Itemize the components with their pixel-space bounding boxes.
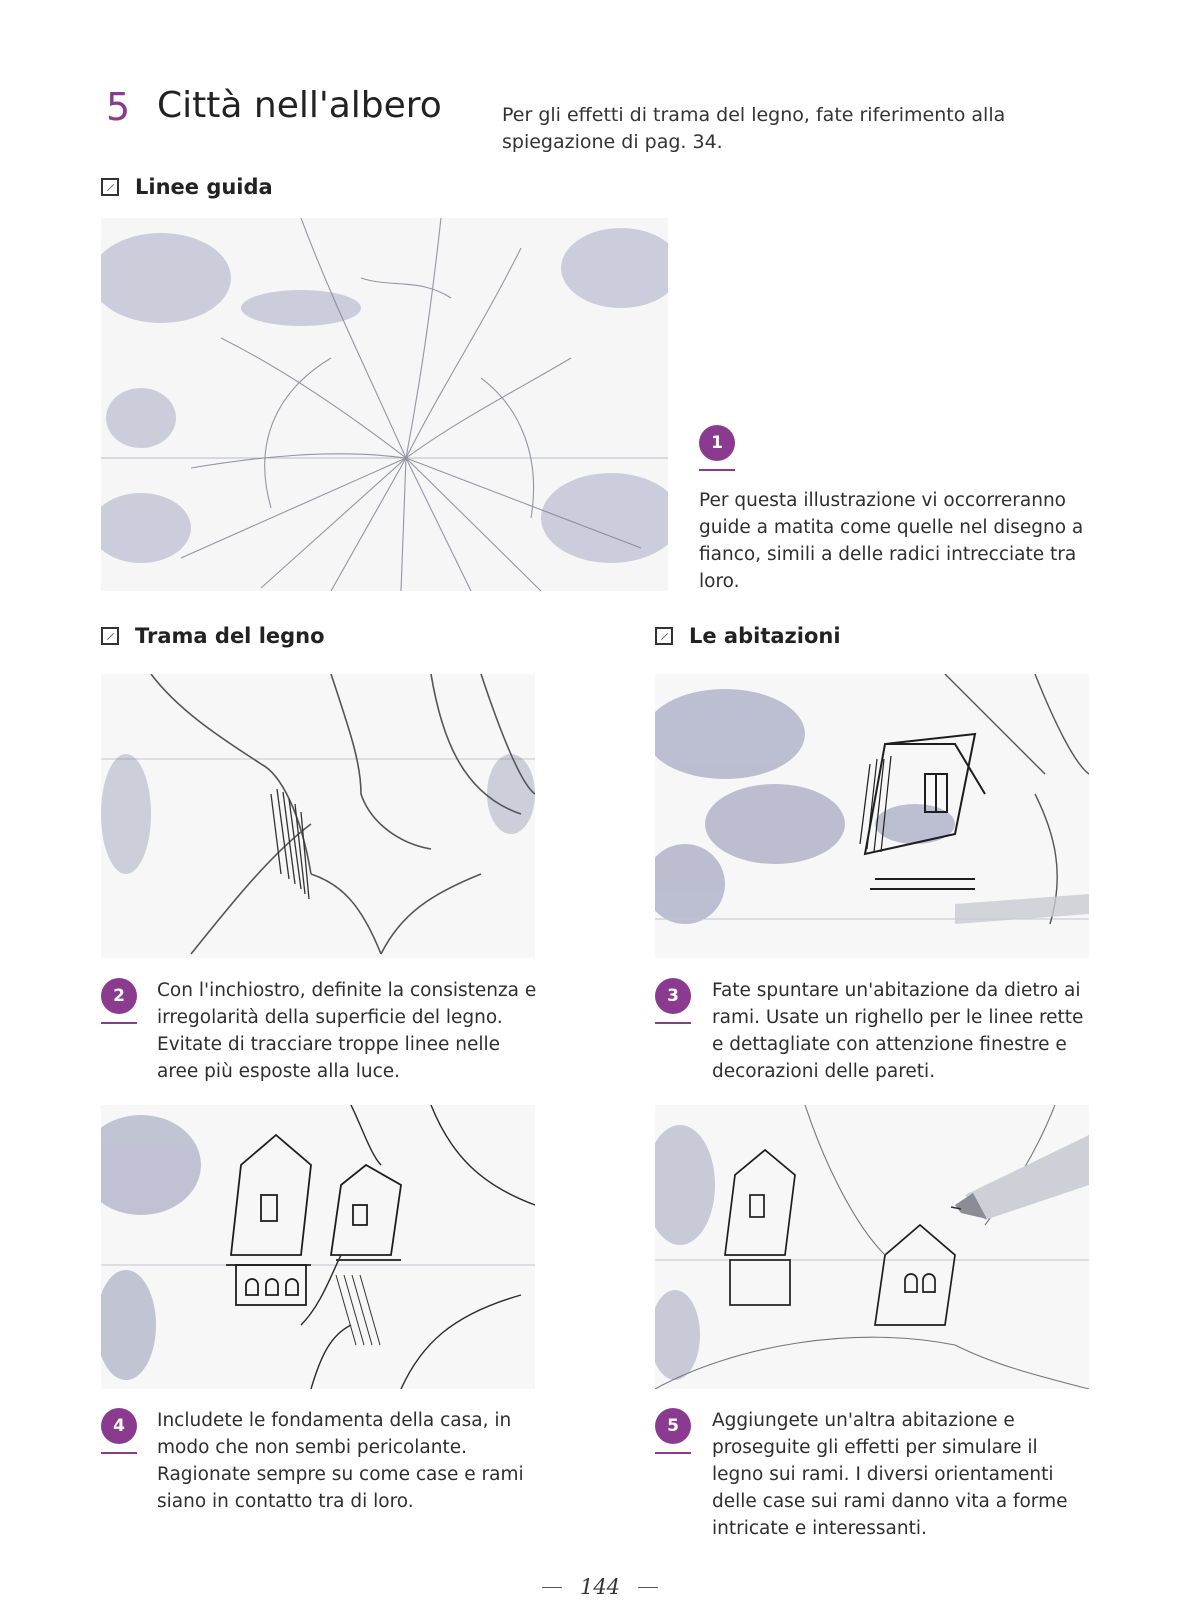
step-3-text: Fate spuntare un'abitazione da dietro ai rami. Usate un righello per le linee rette e dettagliate con attenzione finestre e decorazioni delle pareti. (712, 980, 1084, 1082)
chapter-number: 5 (106, 85, 131, 129)
step-1-text: Per questa illustrazione vi occorreranno guide a matita come quelle nel disegno a fianco, simili a delle radici intrecciate tra loro. (699, 490, 1084, 592)
checkbox-square-icon (655, 627, 673, 645)
step-underline (699, 469, 735, 471)
second-house-illustration (655, 1105, 1089, 1389)
step-underline (101, 1022, 137, 1024)
page-footer (0, 1575, 1200, 1599)
step-2-text: Con l'inchiostro, definite la consistenza e irregolarità della superficie del legno. Evitate di tracciare troppe linee nelle aree più esposte alla luce. (157, 980, 537, 1082)
step-number-badge: 1 (699, 425, 735, 461)
checkbox-square-icon (101, 627, 119, 645)
house-foundations-illustration (101, 1105, 535, 1389)
pencil-guidelines-illustration (101, 218, 668, 591)
step-number-badge: 5 (655, 1408, 691, 1444)
step-number-badge: 3 (655, 978, 691, 1014)
photo-step-3-house (655, 674, 1089, 958)
wood-texture-illustration (101, 674, 535, 958)
section-heading-label: Trama del legno (135, 624, 325, 648)
step-underline (101, 1452, 137, 1454)
checkbox-square-icon (101, 178, 119, 196)
section-heading-guidelines (101, 175, 273, 199)
chapter-title: Città nell'albero (157, 85, 442, 126)
house-illustration (655, 674, 1089, 958)
section-heading-label: Le abitazioni (689, 624, 841, 648)
section-heading-houses (655, 624, 841, 648)
intro-text: Per gli effetti di trama del legno, fate riferimento alla spiegazione di pag. 34. (502, 104, 1006, 153)
photo-step-2-wood-texture (101, 674, 535, 958)
step-underline (655, 1452, 691, 1454)
section-heading-wood-texture (101, 624, 325, 648)
folio-dash-right (638, 1587, 658, 1588)
step-number-badge: 4 (101, 1408, 137, 1444)
photo-step-4-foundations (101, 1105, 535, 1389)
photo-step-1-guidelines (101, 218, 668, 591)
folio-dash-left (542, 1587, 562, 1588)
photo-step-5-second-house (655, 1105, 1089, 1389)
section-heading-label: Linee guida (135, 175, 273, 199)
page-number: 144 (579, 1575, 621, 1599)
step-number-badge: 2 (101, 978, 137, 1014)
step-4-text: Includete le fondamenta della casa, in modo che non sembi pericolante. Ragionate sempre su come case e rami siano in contatto tra di loro. (157, 1410, 524, 1512)
step-underline (655, 1022, 691, 1024)
step-5-text: Aggiungete un'altra abitazione e proseguite gli effetti per simulare il legno sui rami. I diversi orientamenti delle case sui rami danno vita a forme intricate e interessanti. (712, 1410, 1068, 1539)
